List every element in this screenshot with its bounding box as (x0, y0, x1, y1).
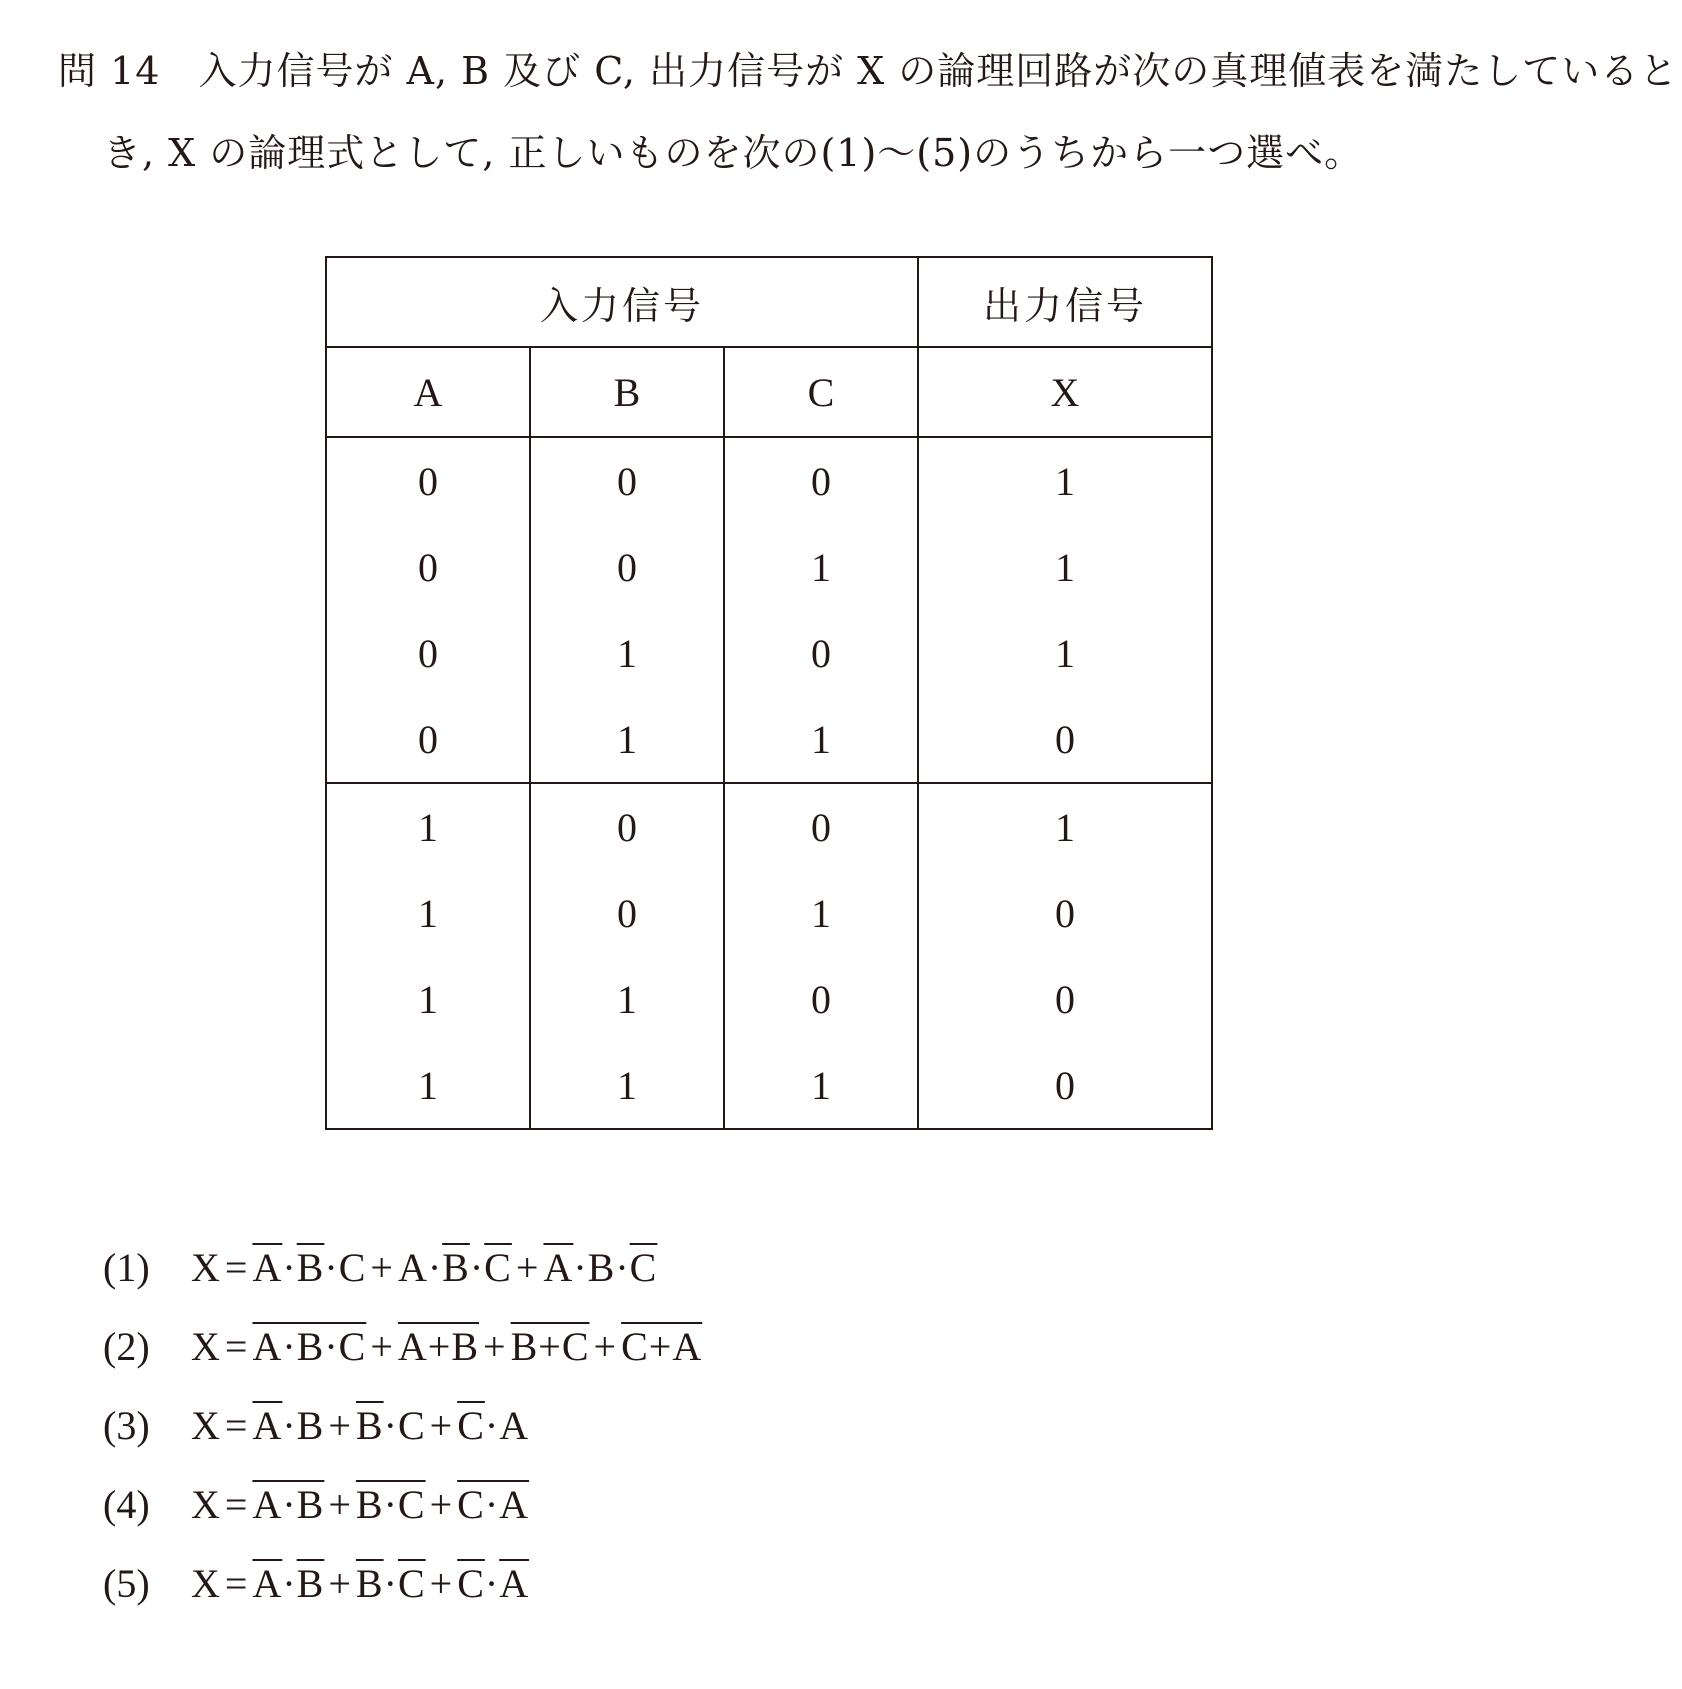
table-row (326, 524, 1212, 610)
choice-4[interactable] (103, 1465, 702, 1544)
cell-x: 1 (918, 524, 1212, 610)
negated-term: $\overline{C}$ (484, 1245, 512, 1290)
term: X (191, 1324, 221, 1369)
table-row (326, 610, 1212, 696)
term: B (296, 1403, 325, 1448)
input-signal-header: 入力信号 (326, 257, 918, 347)
cell-b: 0 (530, 437, 724, 524)
choice-number: (5) (103, 1561, 150, 1606)
choice-3[interactable] (103, 1386, 702, 1465)
column-header-b: B (530, 347, 724, 437)
operator: + (429, 1403, 454, 1448)
cell-a: 1 (326, 956, 530, 1042)
choice-expression (191, 1323, 702, 1370)
term: · (615, 1245, 630, 1290)
negated-term: B·C (355, 1482, 426, 1527)
cell-b: 0 (530, 524, 724, 610)
choice-2[interactable] (103, 1307, 702, 1386)
cell-b: 0 (530, 783, 724, 870)
table-row (326, 956, 1212, 1042)
negated-term: $\overline{A}$ (252, 1403, 283, 1448)
operator: + (483, 1324, 507, 1369)
operator: + (370, 1324, 394, 1369)
term: X (191, 1482, 221, 1527)
table-row (326, 870, 1212, 956)
term: · (427, 1245, 443, 1290)
cell-x: 0 (918, 956, 1212, 1042)
question-text-block (58, 30, 1682, 194)
table-row (326, 437, 1212, 524)
negated-term: $\overline{C}$ (629, 1245, 658, 1290)
term: · (573, 1245, 588, 1290)
operator: = (224, 1561, 249, 1606)
term: · (282, 1561, 297, 1606)
operator: + (429, 1561, 454, 1606)
term: B (587, 1245, 616, 1290)
choice-1[interactable] (103, 1228, 702, 1307)
operator: + (328, 1561, 352, 1606)
operator: = (224, 1482, 249, 1527)
cell-b: 1 (530, 956, 724, 1042)
cell-x: 1 (918, 610, 1212, 696)
cell-c: 1 (724, 696, 918, 783)
term: · (469, 1245, 485, 1290)
negated-term: $\overline{B}$ (296, 1561, 325, 1606)
cell-c: 0 (724, 783, 918, 870)
question-number: 問 14 (58, 49, 161, 93)
negated-term: A·B (252, 1482, 325, 1527)
negated-term: $\overline{C}$ (397, 1561, 426, 1606)
choice-number: (3) (103, 1403, 150, 1448)
term: · (282, 1245, 297, 1290)
question-statement: 入力信号が A, B 及び C, 出力信号が X の論理回路が次の真理値表を満たしているとき, X の論理式として, 正しいものを次の(1)〜(5)のうちから一つ選べ。 (103, 49, 1679, 175)
choice-expression (191, 1402, 529, 1449)
choice-number: (2) (103, 1324, 150, 1369)
operator: + (328, 1482, 352, 1527)
cell-x: 1 (918, 783, 1212, 870)
negated-term: $\overline{C}$ (457, 1561, 485, 1606)
column-header-x: X (918, 347, 1212, 437)
output-signal-header: 出力信号 (918, 257, 1212, 347)
term: C (338, 1245, 367, 1290)
term: · (383, 1403, 398, 1448)
choice-expression (191, 1244, 657, 1291)
term: · (282, 1403, 297, 1448)
column-header-c: C (724, 347, 918, 437)
negated-term: C+A (621, 1324, 703, 1369)
cell-a: 1 (326, 870, 530, 956)
negated-term: $\overline{A}$ (252, 1245, 283, 1290)
negated-term: $\overline{A}$ (543, 1245, 574, 1290)
cell-a: 1 (326, 783, 530, 870)
cell-c: 0 (724, 956, 918, 1042)
cell-x: 0 (918, 1042, 1212, 1129)
table-row (326, 1042, 1212, 1129)
operator: + (328, 1403, 352, 1448)
choice-expression (191, 1560, 529, 1607)
term: C (397, 1403, 426, 1448)
term: A (499, 1403, 530, 1448)
term: X (191, 1403, 221, 1448)
term: X (191, 1561, 221, 1606)
negated-term: $\overline{B}$ (355, 1403, 384, 1448)
cell-a: 0 (326, 524, 530, 610)
term: A (397, 1245, 428, 1290)
cell-b: 1 (530, 696, 724, 783)
answer-choices (103, 1228, 702, 1623)
operator: = (224, 1324, 249, 1369)
negated-term: A·B·C (252, 1324, 367, 1369)
operator: + (429, 1482, 454, 1527)
term: · (484, 1561, 500, 1606)
cell-a: 0 (326, 610, 530, 696)
cell-x: 1 (918, 437, 1212, 524)
cell-x: 0 (918, 870, 1212, 956)
table-row (326, 783, 1212, 870)
cell-a: 1 (326, 1042, 530, 1129)
table-row (326, 696, 1212, 783)
choice-number: (4) (103, 1482, 150, 1527)
cell-x: 0 (918, 696, 1212, 783)
operator: = (224, 1245, 249, 1290)
term: · (383, 1561, 398, 1606)
negated-term: C·A (457, 1482, 530, 1527)
term: · (484, 1403, 500, 1448)
column-header-a: A (326, 347, 530, 437)
negated-term: $\overline{C}$ (457, 1403, 485, 1448)
choice-5[interactable] (103, 1544, 702, 1623)
choice-number: (1) (103, 1245, 150, 1290)
negated-term: $\overline{B}$ (442, 1245, 470, 1290)
cell-c: 0 (724, 437, 918, 524)
cell-c: 1 (724, 870, 918, 956)
term: · (324, 1245, 339, 1290)
term: X (191, 1245, 221, 1290)
truth-table (325, 256, 1213, 1130)
cell-c: 1 (724, 524, 918, 610)
negated-term: $\overline{A}$ (252, 1561, 283, 1606)
cell-c: 1 (724, 1042, 918, 1129)
operator: = (224, 1403, 249, 1448)
negated-term: A+B (397, 1324, 480, 1369)
operator: + (370, 1245, 394, 1290)
cell-a: 0 (326, 696, 530, 783)
negated-term: $\overline{B}$ (296, 1245, 325, 1290)
operator: + (593, 1324, 618, 1369)
negated-term: $\overline{B}$ (355, 1561, 384, 1606)
operator: + (515, 1245, 540, 1290)
cell-a: 0 (326, 437, 530, 524)
cell-b: 1 (530, 610, 724, 696)
negated-term: B+C (510, 1324, 590, 1369)
cell-c: 0 (724, 610, 918, 696)
choice-expression (191, 1481, 529, 1528)
cell-b: 1 (530, 1042, 724, 1129)
negated-term: $\overline{A}$ (499, 1561, 530, 1606)
cell-b: 0 (530, 870, 724, 956)
